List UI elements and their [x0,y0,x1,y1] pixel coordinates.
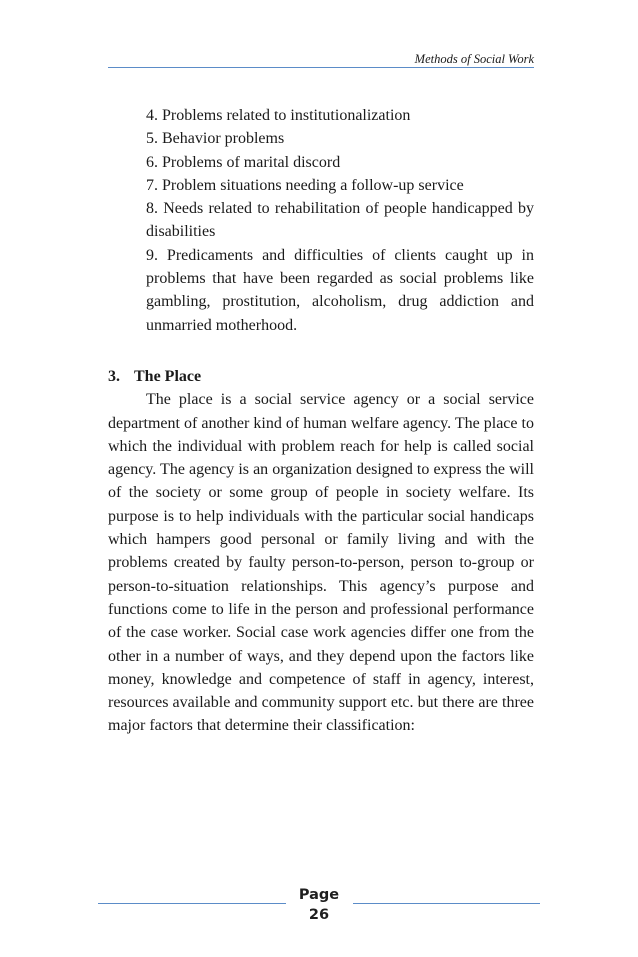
list-item: 4. Problems related to institutionalization [146,107,411,124]
list-item: 9. Predicaments and difficulties of clients caught up in problems that have been regarded as social problems like gambling, prostitution, alcoholism, drug addiction and unmarried motherhood. [146,246,534,334]
section-number: 3. [108,368,120,385]
section-heading [108,365,534,388]
footer-divider-left [98,903,286,904]
list-item: 8. Needs related to rehabilitation of people handicapped by disabilities [146,200,534,241]
section-title: The Place [134,368,202,385]
running-header: Methods of Social Work [414,52,534,66]
footer-divider-right [353,903,540,904]
header-divider [108,67,534,68]
page-number: 26 [308,907,330,923]
body-paragraph: The place is a social service agency or a social service department of another kind of human welfare agency. The place to which the individual with problem reach for help is called social agency. The agency is an organization designed to express the will of the society or some group of people in society welfare. Its purpose is to help individuals with the particular social handicaps which hampers good personal or family living and with the problems created by faulty person-to-person, person to-group or person-to-situation relationships. This agency’s purpose and functions come to life in the person and professional performance of the case worker. Social case work agencies differ one from the other in a number of ways, and they depend upon the factors like money, knowledge and competence of staff in agency, interest, resources available and community support etc. but there are three major factors that determine their classification: [108,391,534,735]
list-item: 6. Problems of marital discord [146,153,341,171]
problem-list [146,104,534,337]
page-number-label [294,885,344,925]
page-word: Page [298,887,340,903]
list-item: 5. Behavior problems [146,130,285,148]
list-item: 7. Problem situations needing a follow-up service [146,176,464,194]
section-the-place [108,365,534,738]
